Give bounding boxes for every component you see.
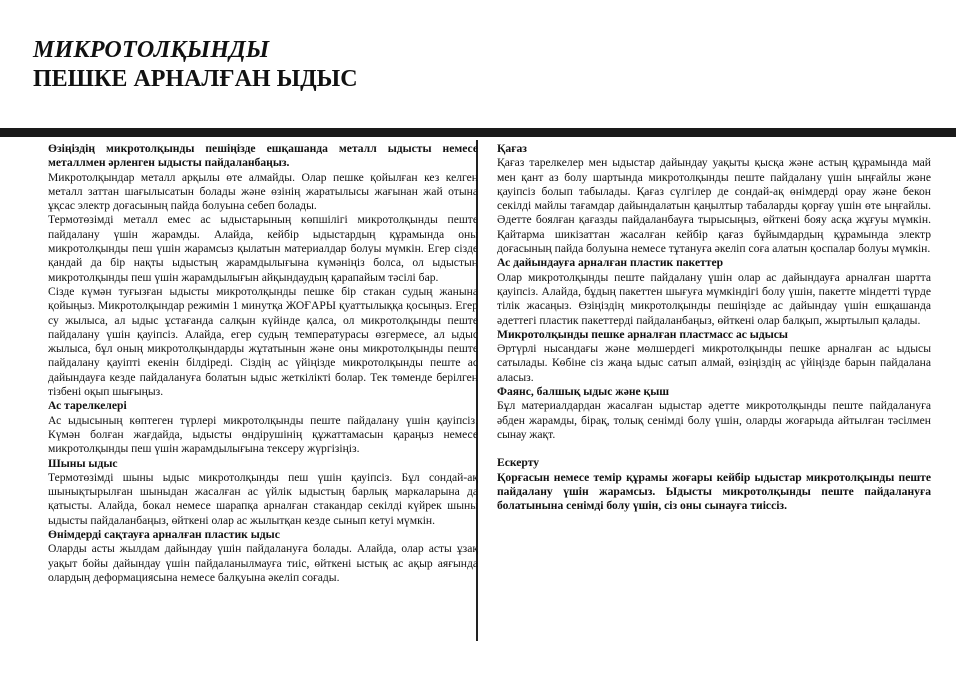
note-heading: Ескерту xyxy=(497,456,540,470)
section-plastic-storage xyxy=(48,528,478,585)
title-line-2: ПЕШКЕ АРНАЛҒАН ЫДЫС xyxy=(33,66,358,92)
section-paragraph: Қағаз тарелкелер мен ыдыстар дайындау уақыты қысқа және астың құрамында май мен қант аз болу шартында микротолқынды пеште пайдалану үшін ыңғайлы және қауіпсіз болып табылады. Қағаз сүлгілер де сондай-ақ өнімдерді орау және бекон секілді майлы тағамдар дайындалатын қаңылтыр табаларды қорғау үшін өте ыңғайлы. Әдетте боялған қағазды пайдаланбауға тырысыңыз, өйткені бояу асқа жұғуы мүмкін. Қайтарма шикізаттан жасалған кейбір қағаз бұйымдардың құрамында электр доғасының пайда болуына немесе тұтануға әкеліп соға алатын қоспалар болуы мүмкін. xyxy=(497,156,931,256)
section-paragraph: Ас ыдысының көптеген түрлері микротолқынды пеште пайдалану үшін қауіпсіз. Күмән болған жағдайда, ыдысты өндірушінің құжаттамасын қараңыз немесе микротолқынды пеш үшін жарамдылығына тексеру жүргізіңіз. xyxy=(48,413,478,456)
page-title xyxy=(33,36,358,94)
section-plates xyxy=(48,399,478,456)
section-heading: Өзіңіздің микротолқынды пешіңізде ешқашанда металл ыдысты немесе металлмен әрленген ыдысты пайдаланбаңыз. xyxy=(48,142,478,170)
section-paragraph: Термотөзімді металл емес ас ыдыстарының көпшілігі микротолқынды пеште пайдалану үшін жарамды. Алайда, кейбір ыдыстардың құрамында оны микротолқынды пеш үшін жарамсыз қылатын материалдар болуы мүмкін. Егер сізде қандай да бір нақты ыдыстың жарамдылығына күмәніңіз болса, ол ыдыстың микротолқынды пеш үшін жарамдылығын айқындаудың қарапайым тәсілі бар. xyxy=(48,213,478,284)
section-heading: Ас дайындауға арналған пластик пакеттер xyxy=(497,256,724,270)
section-metal xyxy=(48,142,478,399)
section-paragraph: Микротолқындар металл арқылы өте алмайды. Олар пешке қойылған кез келген металл заттан шағылысатын болады және өзінің жаратылысы жағынан жай отына ұқсас электр доғасының пайда болуына себеп болады. xyxy=(48,170,478,213)
section-heading: Қағаз xyxy=(497,142,527,155)
section-paragraph: Бұл материалдардан жасалған ыдыстар әдетте микротолқынды пеште пайдалануға әбден жарамды, бірақ, толық сенімді болу үшін, оларды жоғарыда айтылған тәсілмен сынау жақт. xyxy=(497,399,931,441)
section-glass xyxy=(48,457,478,528)
section-paragraph: Оларды асты жылдам дайындау үшін пайдалануға болады. Алайда, олар асты ұзақ уақыт бойы дайындау үшін пайдаланылмауға тиіс, өйткені ыстық ас ақыр аяғында олардың деформациясына немесе балқуына әкеліп соғады. xyxy=(48,542,478,584)
note-box xyxy=(497,456,931,513)
section-paragraph: Сізде күмән туғызған ыдысты микротолқынды пешке бір стакан судың жанына қойыңыз. Микротолқындар режимін 1 минутқа ЖОҒАРЫ қуаттылыққа қосыңыз. Егер су жылыса, ал ыдыс ұстағанда салқын күйінде қалса, ол микротолқынды пеште пайдалану үшін қауіпсіз. Алайда, егер судың температурасы өзгермесе, ал ыдыс жылыса, бұл оның микротолқындарды жұтатынын және оны микротолқынды пеште пайдалану қауіпті екенін білдіреді. Сіздің ас үйіңізде микротолқынды пеште ас дайындауға кезде пайдалануға болатын ыдыс жеткілікті болар. Тек төменде берілген тізбені оқып шығыңыз. xyxy=(48,284,478,399)
note-text: Қорғасын немесе темір құрамы жоғары кейбір ыдыстар микротолқынды пеште пайдалану үшін жарамсыз. Ыдысты микротолқынды пеште пайдалануға болатынына сенімді болу үшін, сіз оны сынауға тиіссіз. xyxy=(497,470,931,513)
title-line-1: МИКРОТОЛҚЫНДЫ xyxy=(33,37,270,63)
section-paragraph: Олар микротолқынды пеште пайдалану үшін олар ас дайындауға арналған шартта қауіпсіз. Алайда, бұдың пакеттен шығуға мүмкіндігі болу үшін, пакетте міндетті түрде тілік жасаңыз. Өзіңіздің микротолқынды пешіңізде ас дайындау үшін ешқашанда әдеттегі пластик пакеттерді пайдаланбаңыз, өйткені олар балқып, жыртылып қалады. xyxy=(497,270,931,327)
section-paragraph: Термотөзімді шыны ыдыс микротолқынды пеш үшін қауіпсіз. Бұл сондай-ақ шынықтырылған шыныдан жасалған ас үйлік ыдыстың барлық маркаларына да қатысты. Алайда, бокал немесе шарапқа арналған стакандар секілді күйрек шыны ыдысты пайдаланбаңыз, өйткені олар ас жылытқан кезде сынып кетуі мүмкін. xyxy=(48,470,478,527)
right-column xyxy=(497,142,931,513)
section-heading: Шыны ыдыс xyxy=(48,456,118,470)
header-rule xyxy=(0,128,956,137)
section-microwave-plastic xyxy=(497,328,931,385)
section-paper xyxy=(497,142,931,256)
section-ceramics xyxy=(497,385,931,442)
section-paragraph: Әртүрлі нысандағы және мөлшердегі микротолқынды пешке арналған ас ыдысы сатылады. Көбіне сіз жаңа ыдыс сатып алмай, өзіңіздің ас үйіңізде барын пайдалана аласыз. xyxy=(497,342,931,384)
section-heading: Өнімдерді сақтауға арналған пластик ыдыс xyxy=(48,528,280,542)
section-cooking-bags xyxy=(497,256,931,327)
section-heading: Микротолқынды пешке арналған пластмасс ас ыдысы xyxy=(497,327,788,341)
spacer xyxy=(497,442,931,456)
left-column xyxy=(48,142,478,585)
section-heading: Ас тарелкелері xyxy=(48,399,127,413)
section-heading: Фаянс, балшық ыдыс және қыш xyxy=(497,385,670,399)
